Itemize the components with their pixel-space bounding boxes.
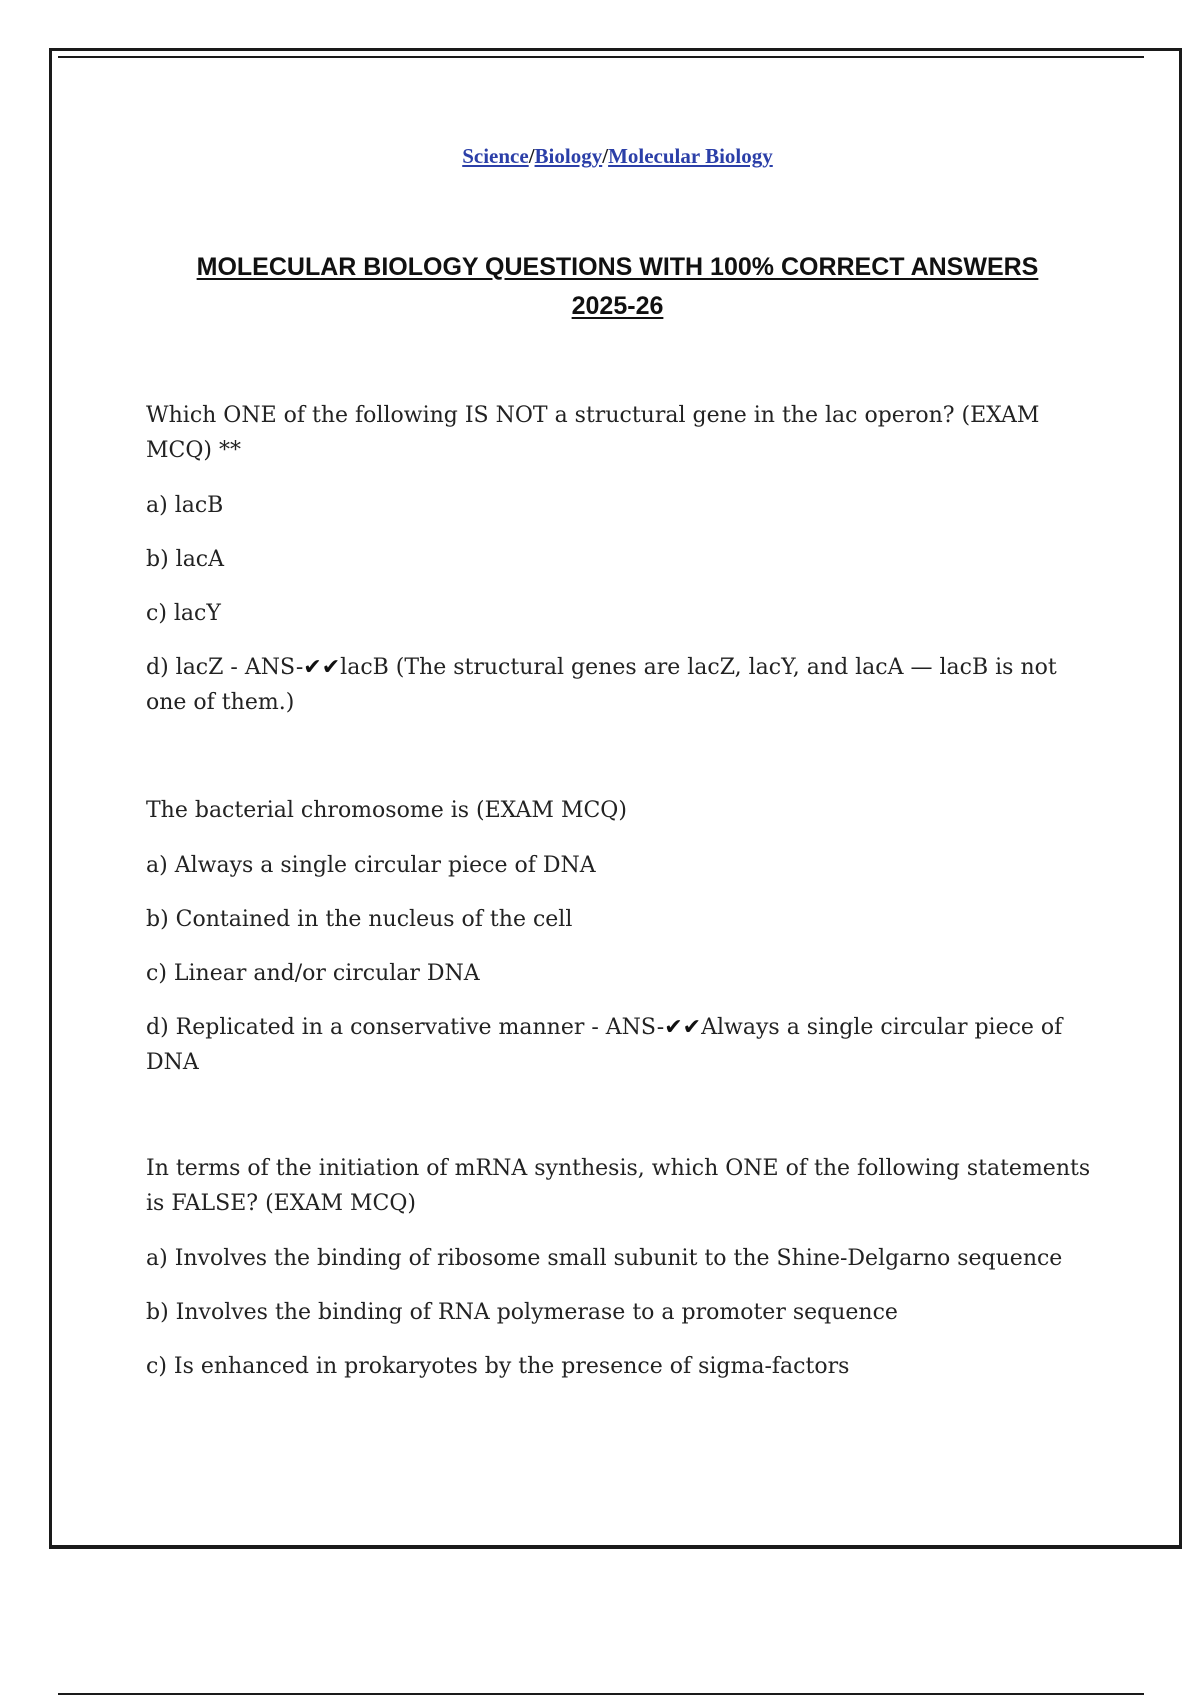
option-a: a) Always a single circular piece of DNA	[146, 853, 596, 878]
answer-text: Always a single circular piece of DNA	[146, 1015, 1063, 1075]
question-text: Which ONE of the following IS NOT a structural gene in the lac operon? (EXAM MCQ) **	[146, 403, 1040, 463]
option-d-with-answer	[146, 650, 1101, 720]
breadcrumb-separator: /	[528, 144, 535, 168]
question-2	[146, 793, 1101, 1099]
option-d: d) Replicated in a conservative manner - ANS-	[146, 1015, 665, 1040]
question-text: In terms of the initiation of mRNA synthesis, which ONE of the following statements is FALSE? (EXAM MCQ)	[146, 1156, 1091, 1216]
breadcrumb	[0, 144, 1200, 169]
page-title	[0, 248, 1200, 326]
bottom-rule	[58, 1693, 1144, 1695]
question-text: The bacterial chromosome is (EXAM MCQ)	[146, 798, 627, 823]
checkmark-icon: ✔✔	[303, 655, 341, 680]
breadcrumb-separator: /	[602, 144, 609, 168]
answer-text: lacB (The structural genes are lacZ, lacY, and lacA — lacB is not one of them.)	[146, 655, 1057, 715]
breadcrumb-link-biology[interactable]: Biology	[534, 144, 603, 168]
page-title-line-2: 2025-26	[571, 292, 664, 320]
top-rule	[58, 56, 1144, 58]
option-c: c) lacY	[146, 601, 221, 626]
option-c: c) Linear and/or circular DNA	[146, 961, 480, 986]
breadcrumb-link-molecular-biology[interactable]: Molecular Biology	[608, 144, 773, 168]
checkmark-icon: ✔✔	[664, 1015, 702, 1040]
question-1	[146, 398, 1101, 739]
page-title-line-1: MOLECULAR BIOLOGY QUESTIONS WITH 100% CORRECT ANSWERS	[196, 253, 1039, 281]
option-d-with-answer	[146, 1010, 1101, 1080]
option-c: c) Is enhanced in prokaryotes by the presence of sigma-factors	[146, 1354, 850, 1379]
option-d: d) lacZ - ANS-	[146, 655, 304, 680]
question-3	[146, 1151, 1101, 1403]
breadcrumb-link-science[interactable]: Science	[462, 144, 529, 168]
option-a: a) Involves the binding of ribosome small subunit to the Shine-Delgarno sequence	[146, 1246, 1063, 1271]
option-a: a) lacB	[146, 493, 224, 518]
option-b: b) Involves the binding of RNA polymerase to a promoter sequence	[146, 1300, 898, 1325]
option-b: b) Contained in the nucleus of the cell	[146, 907, 573, 932]
option-b: b) lacA	[146, 547, 225, 572]
